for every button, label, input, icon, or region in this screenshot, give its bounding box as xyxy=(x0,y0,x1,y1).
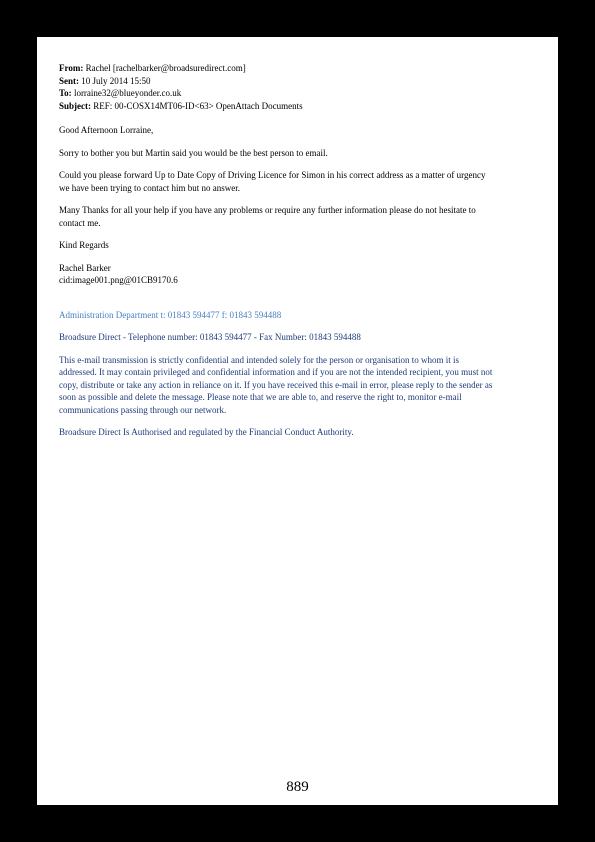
sent-value: 10 July 2014 15:50 xyxy=(81,75,151,86)
document-page xyxy=(37,37,558,805)
subject-value: REF: 00-COSX14MT06-ID<63> OpenAttach Documents xyxy=(93,100,303,111)
subject-label: Subject: xyxy=(59,100,91,111)
body-paragraph-2 xyxy=(59,169,537,194)
admin-contact-line: Administration Department t: 01843 594477 f: 01843 594488 xyxy=(59,309,282,320)
from-line xyxy=(59,62,537,75)
body-paragraph-2-line-1: Could you please forward Up to Date Copy of Driving Licence for Simon in his correct address as a matter of urgency xyxy=(59,170,486,180)
body-paragraph-3-line-2: contact me. xyxy=(59,217,101,228)
regulation-statement: Broadsure Direct Is Authorised and regulated by the Financial Conduct Authority. xyxy=(59,427,354,437)
closing: Kind Regards xyxy=(59,240,109,250)
disclaimer-line-3: copy, distribute or take any action in reliance on it. If you have received this e-mail in error, please reply to the sender as xyxy=(59,379,493,390)
to-line xyxy=(59,87,537,100)
phone-fax-line: Broadsure Direct - Telephone number: 01843 594477 - Fax Number: 01843 594488 xyxy=(59,332,361,342)
body-paragraph-1: Sorry to bother you but Martin said you would be the best person to email. xyxy=(59,147,328,158)
page-number: 889 xyxy=(286,779,309,795)
greeting: Good Afternoon Lorraine, xyxy=(59,125,154,135)
from-label: From: xyxy=(59,63,84,73)
sent-label: Sent: xyxy=(59,75,79,86)
signature-name: Rachel Barker xyxy=(59,262,111,273)
disclaimer-line-5: communications passing through our network. xyxy=(59,404,227,415)
subject-line xyxy=(59,100,537,113)
disclaimer-line-4: soon as possible and delete the message. Please note that we are able to, and reserve the right to, monitor e-mail xyxy=(59,392,462,402)
disclaimer-line-1: This e-mail transmission is strictly confidential and intended solely for the person or organisation to whom it is xyxy=(59,354,460,365)
disclaimer-line-2: addressed. It may contain privileged and confidential information and if you are not the intended recipient, you must not xyxy=(59,367,493,377)
email-header xyxy=(59,62,537,112)
to-label: To: xyxy=(59,88,72,98)
body-paragraph-3 xyxy=(59,204,537,229)
email-content xyxy=(59,62,537,439)
signature-image-ref: cid:image001.png@01CB9170.6 xyxy=(59,275,178,285)
body-paragraph-2-line-2: we have been trying to contact him but no answer. xyxy=(59,182,240,193)
to-value: lorraine32@blueyonder.co.uk xyxy=(73,88,182,98)
body-paragraph-3-line-1: Many Thanks for all your help if you have any problems or require any further information please do not hesitate to xyxy=(59,205,476,215)
disclaimer xyxy=(59,354,537,417)
sent-line xyxy=(59,75,537,88)
from-value: Rachel [rachelbarker@broadsuredirect.com] xyxy=(85,63,246,73)
signature xyxy=(59,262,537,287)
